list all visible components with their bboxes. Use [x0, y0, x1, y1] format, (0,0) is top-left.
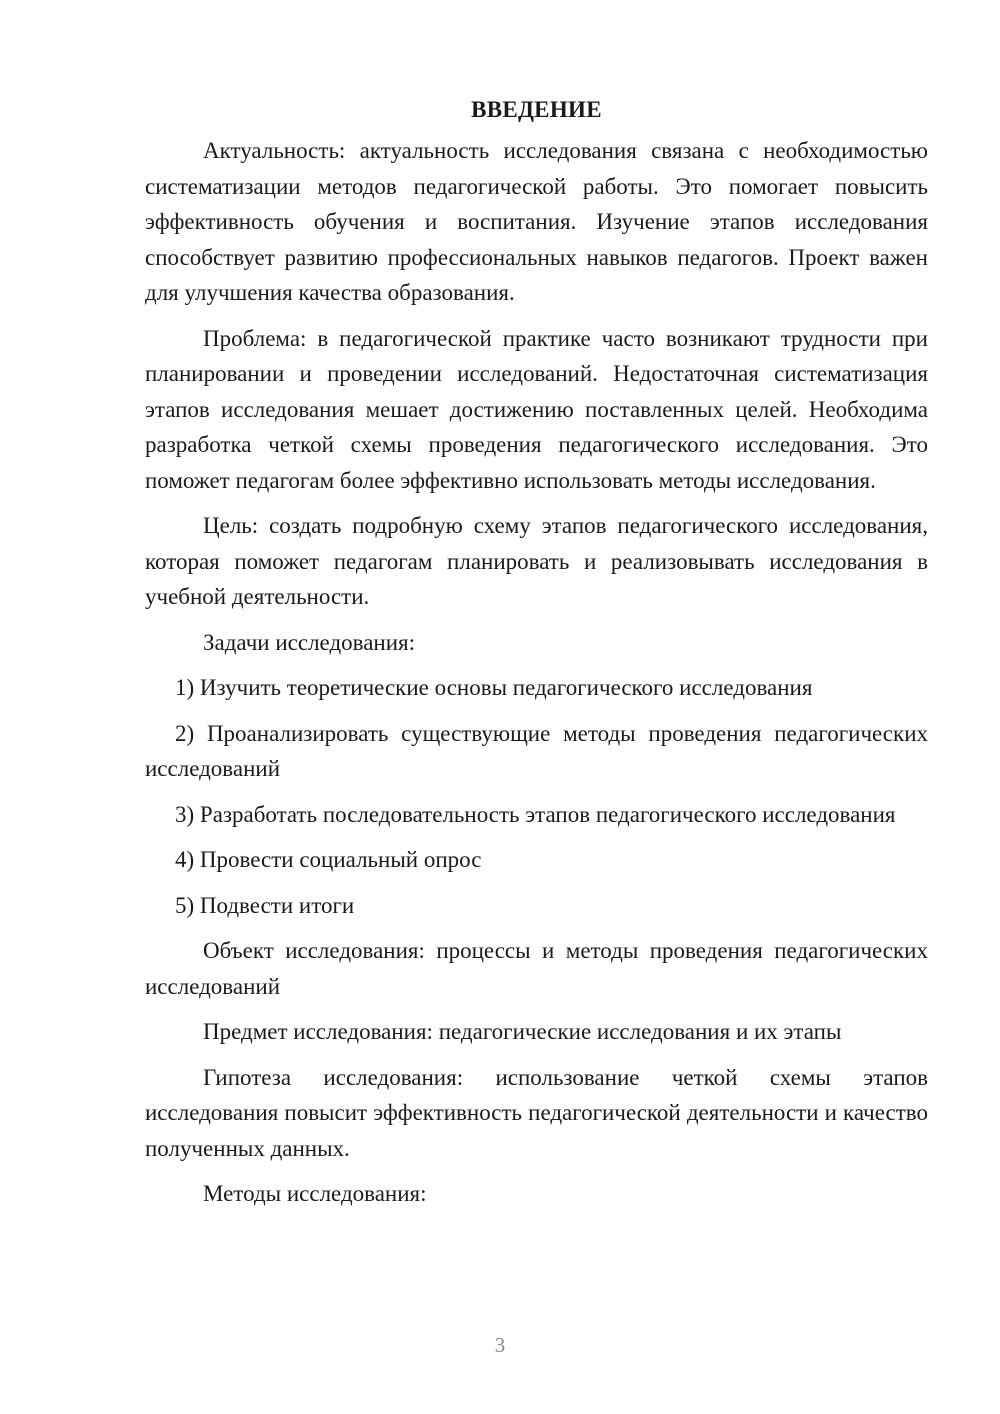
- paragraph-object: Объект исследования: процессы и методы проведения педагогических исследований: [145, 938, 928, 999]
- task-item-4: 4) Провести социальный опрос: [175, 847, 482, 872]
- task-item-5: 5) Подвести итоги: [175, 892, 355, 918]
- paragraph-relevance: Актуальность: актуальность исследования связана с необходимостью систематизации методов педагогической работы. Это помогает повысить эффективность обучения и воспитания. Изучение этапов исследования способствует развитию профессиональных навыков педагогов. Проект важен для улучшения качества образования.: [145, 138, 928, 305]
- tasks-heading: Задачи исследования:: [203, 629, 416, 655]
- document-page: [145, 92, 928, 1222]
- section-title: ВВЕДЕНИЕ: [471, 97, 602, 122]
- task-item-3: 3) Разработать последовательность этапов педагогического исследования: [175, 801, 896, 827]
- paragraph-hypothesis: Гипотеза исследования: использование четкой схемы этапов исследования повысит эффективность педагогической деятельности и качество полученных данных.: [145, 1064, 928, 1161]
- task-item-1: 1) Изучить теоретические основы педагогического исследования: [175, 675, 813, 700]
- paragraph-problem: Проблема: в педагогической практике часто возникают трудности при планировании и проведении исследований. Недостаточная систематизация этапов исследования мешает достижению поставленных целей. Необходима разработка четкой схемы проведения педагогического исследования. Это поможет педагогам более эффективно использовать методы исследования.: [145, 325, 928, 493]
- paragraph-goal: Цель: создать подробную схему этапов педагогического исследования, которая поможет педагогам планировать и реализовывать исследования в учебной деятельности.: [145, 513, 928, 609]
- paragraph-subject: Предмет исследования: педагогические исследования и их этапы: [203, 1019, 842, 1044]
- task-item-2: 2) Проанализировать существующие методы проведения педагогических исследований: [145, 720, 928, 781]
- page-number: 3: [494, 1333, 506, 1357]
- methods-heading: Методы исследования:: [203, 1181, 427, 1206]
